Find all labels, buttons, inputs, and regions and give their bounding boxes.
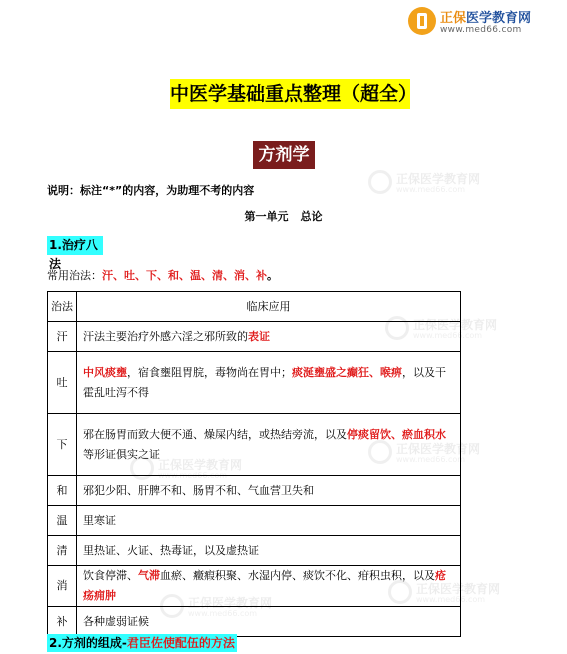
section-heading-1: 1.治疗八法 bbox=[47, 236, 103, 255]
text-segment: 邪犯少阳、肝脾不和、肠胃不和、气血营卫失和 bbox=[83, 483, 314, 497]
methods-table bbox=[47, 291, 461, 637]
method-cell: 消 bbox=[48, 566, 77, 607]
chapter-title: 方剂学 bbox=[253, 141, 315, 169]
method-cell: 补 bbox=[48, 607, 77, 637]
application-cell bbox=[77, 506, 461, 536]
key-term: 疮疡痈肿 bbox=[83, 569, 446, 602]
section-heading-2: 2.方剂的组成-君臣佐使配伍的方法 bbox=[49, 636, 235, 650]
application-cell bbox=[77, 322, 461, 352]
method-cell: 吐 bbox=[48, 352, 77, 414]
text-segment: 等形证俱实之证 bbox=[83, 447, 160, 461]
text-segment: 汗法主要治疗外感六淫之邪所致的 bbox=[83, 329, 248, 343]
column-header-application: 临床应用 bbox=[77, 292, 461, 322]
unit-name: 总论 bbox=[300, 210, 323, 223]
common-methods-line: 常用治法：汗、吐、下、和、温、清、消、补。 bbox=[47, 269, 278, 282]
shield-logo-icon bbox=[408, 7, 436, 35]
method-cell: 清 bbox=[48, 536, 77, 566]
method-cell: 温 bbox=[48, 506, 77, 536]
column-header-method: 治法 bbox=[48, 292, 77, 322]
unit-heading bbox=[0, 208, 567, 224]
table-row bbox=[48, 414, 461, 476]
table-row bbox=[48, 607, 461, 637]
table-row bbox=[48, 352, 461, 414]
table-row bbox=[48, 476, 461, 506]
watermark-logo-icon bbox=[368, 170, 392, 194]
text-segment: 各种虚弱证候 bbox=[83, 614, 149, 628]
logo-url: www.med66.com bbox=[440, 25, 522, 35]
site-logo bbox=[408, 6, 548, 40]
application-cell bbox=[77, 536, 461, 566]
logo-brand: 正保医学教育网 bbox=[440, 11, 532, 26]
methods-list: 汗、吐、下、和、温、清、消、补 bbox=[102, 269, 267, 282]
method-cell: 和 bbox=[48, 476, 77, 506]
text-segment: ，以及干霍乱吐泻不得 bbox=[83, 365, 446, 399]
text-segment: 饮食停滞、 bbox=[83, 569, 138, 582]
table-row bbox=[48, 322, 461, 352]
key-term: 痰涎壅盛之癫狂、喉痹 bbox=[292, 365, 402, 379]
table-row bbox=[48, 566, 461, 607]
application-cell bbox=[77, 476, 461, 506]
key-term: 停痰留饮、瘀血积水 bbox=[347, 427, 446, 441]
key-term: 表证 bbox=[248, 329, 270, 343]
text-segment: 血瘀、癥瘕积聚、水湿内停、痰饮不化、疳积虫积，以及 bbox=[160, 569, 435, 582]
application-cell bbox=[77, 566, 461, 607]
table-header-row bbox=[48, 292, 461, 322]
application-cell bbox=[77, 414, 461, 476]
table-row bbox=[48, 506, 461, 536]
key-term: 中风痰壅 bbox=[83, 365, 127, 379]
method-cell: 汗 bbox=[48, 322, 77, 352]
application-cell bbox=[77, 352, 461, 414]
application-cell bbox=[77, 607, 461, 637]
text-segment: ，宿食壅阻胃脘，毒物尚在胃中； bbox=[127, 365, 292, 379]
text-segment: 里寒证 bbox=[83, 513, 116, 527]
key-term: 气滞 bbox=[138, 569, 160, 582]
method-cell: 下 bbox=[48, 414, 77, 476]
unit-number: 第一单元 bbox=[244, 210, 289, 223]
table-row bbox=[48, 536, 461, 566]
text-segment: 里热证、火证、热毒证，以及虚热证 bbox=[83, 543, 259, 557]
page-title: 中医学基础重点整理（超全） bbox=[170, 79, 410, 109]
note-text: 说明：标注“*”的内容，为助理不考的内容 bbox=[47, 184, 255, 197]
text-segment: 邪在肠胃而致大便不通、燥屎内结，或热结旁流，以及 bbox=[83, 427, 347, 441]
